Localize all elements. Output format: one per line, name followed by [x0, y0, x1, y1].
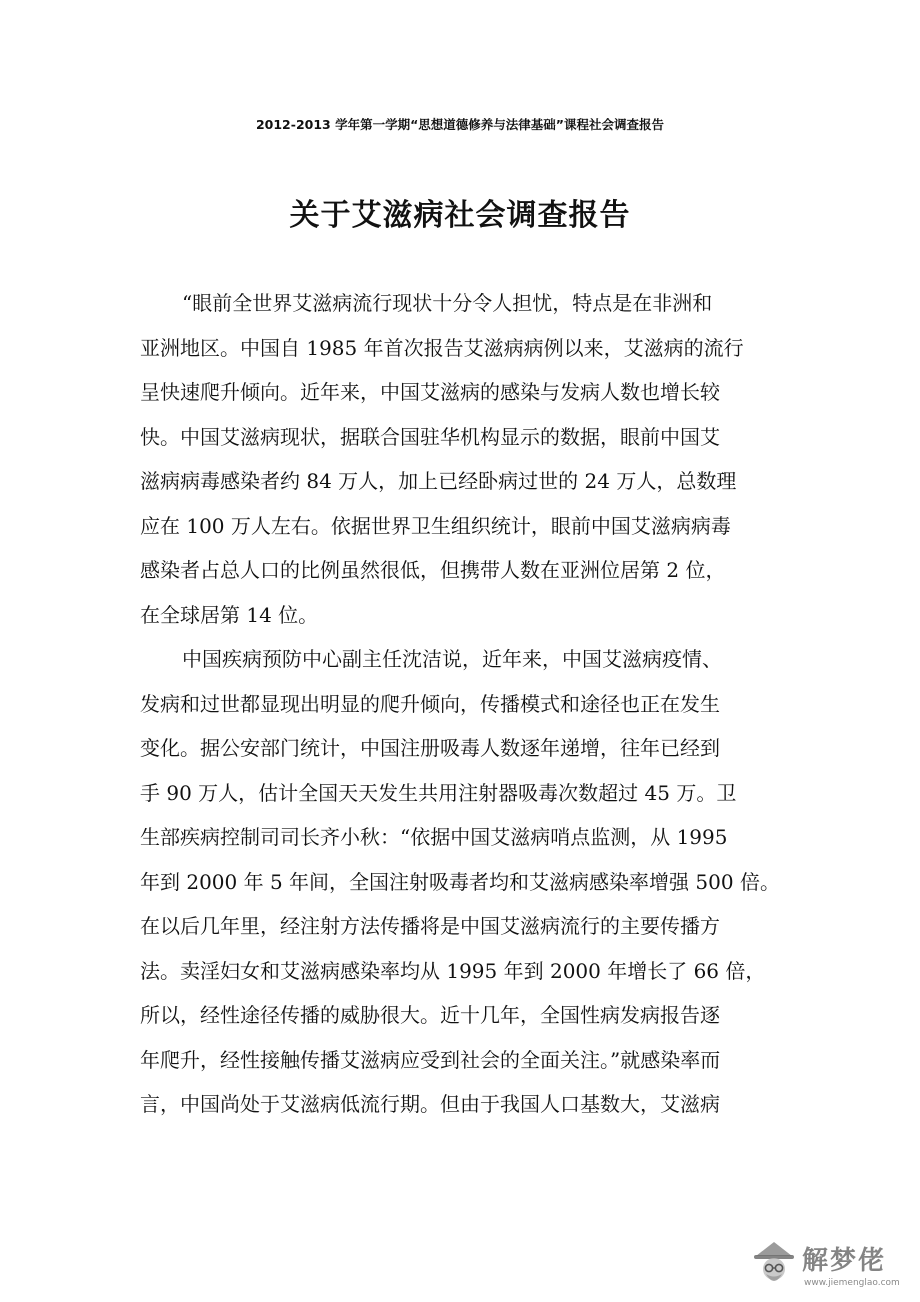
paragraph-2-line: 年到 2000 年 5 年间，全国注射吸毒者均和艾滋病感染率增强 500 倍。 [140, 869, 780, 894]
paragraph-2-line: 中国疾病预防中心副主任沈洁说，近年来，中国艾滋病疫情、 [182, 647, 722, 671]
paragraph-2-line: 法。卖淫妇女和艾滋病感染率均从 1995 年到 2000 年增长了 66 倍， [140, 958, 766, 983]
paragraph-1-line: 滋病病毒感染者约 84 万人，加上已经卧病过世的 24 万人，总数理 [140, 469, 737, 493]
paragraph-2-line: 所以，经性途径传播的威胁很大。近十几年，全国性病发病报告逐 [140, 1003, 720, 1027]
paragraph-2-line: 言，中国尚处于艾滋病低流行期。但由于我国人口基数大，艾滋病 [140, 1092, 720, 1116]
paragraph-2-line: 在以后几年里，经注射方法传播将是中国艾滋病流行的主要传播方 [140, 914, 720, 938]
watermark-text: 解梦佬 [802, 1246, 887, 1276]
paragraph-1-line: 应在 100 万人左右。依据世界卫生组织统计，眼前中国艾滋病病毒 [140, 513, 731, 538]
paragraph-1-line: 快。中国艾滋病现状，据联合国驻华机构显示的数据，眼前中国艾 [140, 424, 720, 449]
report-body [140, 285, 800, 1131]
paragraph-2-line: 变化。据公安部门统计，中国注册吸毒人数逐年递增，往年已经到 [140, 736, 720, 760]
site-watermark [750, 1238, 910, 1296]
paragraph-1-line: 呈快速爬升倾向。近年来，中国艾滋病的感染与发病人数也增长较 [140, 380, 720, 404]
paragraph-2-line: 年爬升，经性接触传播艾滋病应受到社会的全面关注。”就感染率而 [140, 1047, 721, 1072]
paragraph-2-line: 生部疾病控制司司长齐小秋：“依据中国艾滋病哨点监测，从 1995 [140, 825, 728, 849]
paragraph-2-line: 手 90 万人，估计全国天天发生共用注射器吸毒次数超过 45 万。卫 [140, 780, 737, 805]
paragraph-1-line: “眼前全世界艾滋病流行现状十分令人担忧，特点是在非洲和 [182, 291, 713, 315]
report-header: 2012-2013 学年第一学期“思想道德修养与法律基础”课程社会调查报告 [255, 117, 665, 132]
fortune-teller-icon [750, 1238, 798, 1290]
paragraph-1-line: 亚洲地区。中国自 1985 年首次报告艾滋病病例以来，艾滋病的流行 [140, 335, 744, 360]
page-title: 关于艾滋病社会调查报告 [289, 198, 631, 233]
paragraph-1-line: 感染者占总人口的比例虽然很低，但携带人数在亚洲位居第 2 位， [140, 558, 726, 582]
paragraph-1-line: 在全球居第 14 位。 [140, 602, 319, 627]
paragraph-2-line: 发病和过世都显现出明显的爬升倾向，传播模式和途径也正在发生 [140, 691, 720, 716]
watermark-url: www.jiemenglao.com [804, 1278, 900, 1288]
